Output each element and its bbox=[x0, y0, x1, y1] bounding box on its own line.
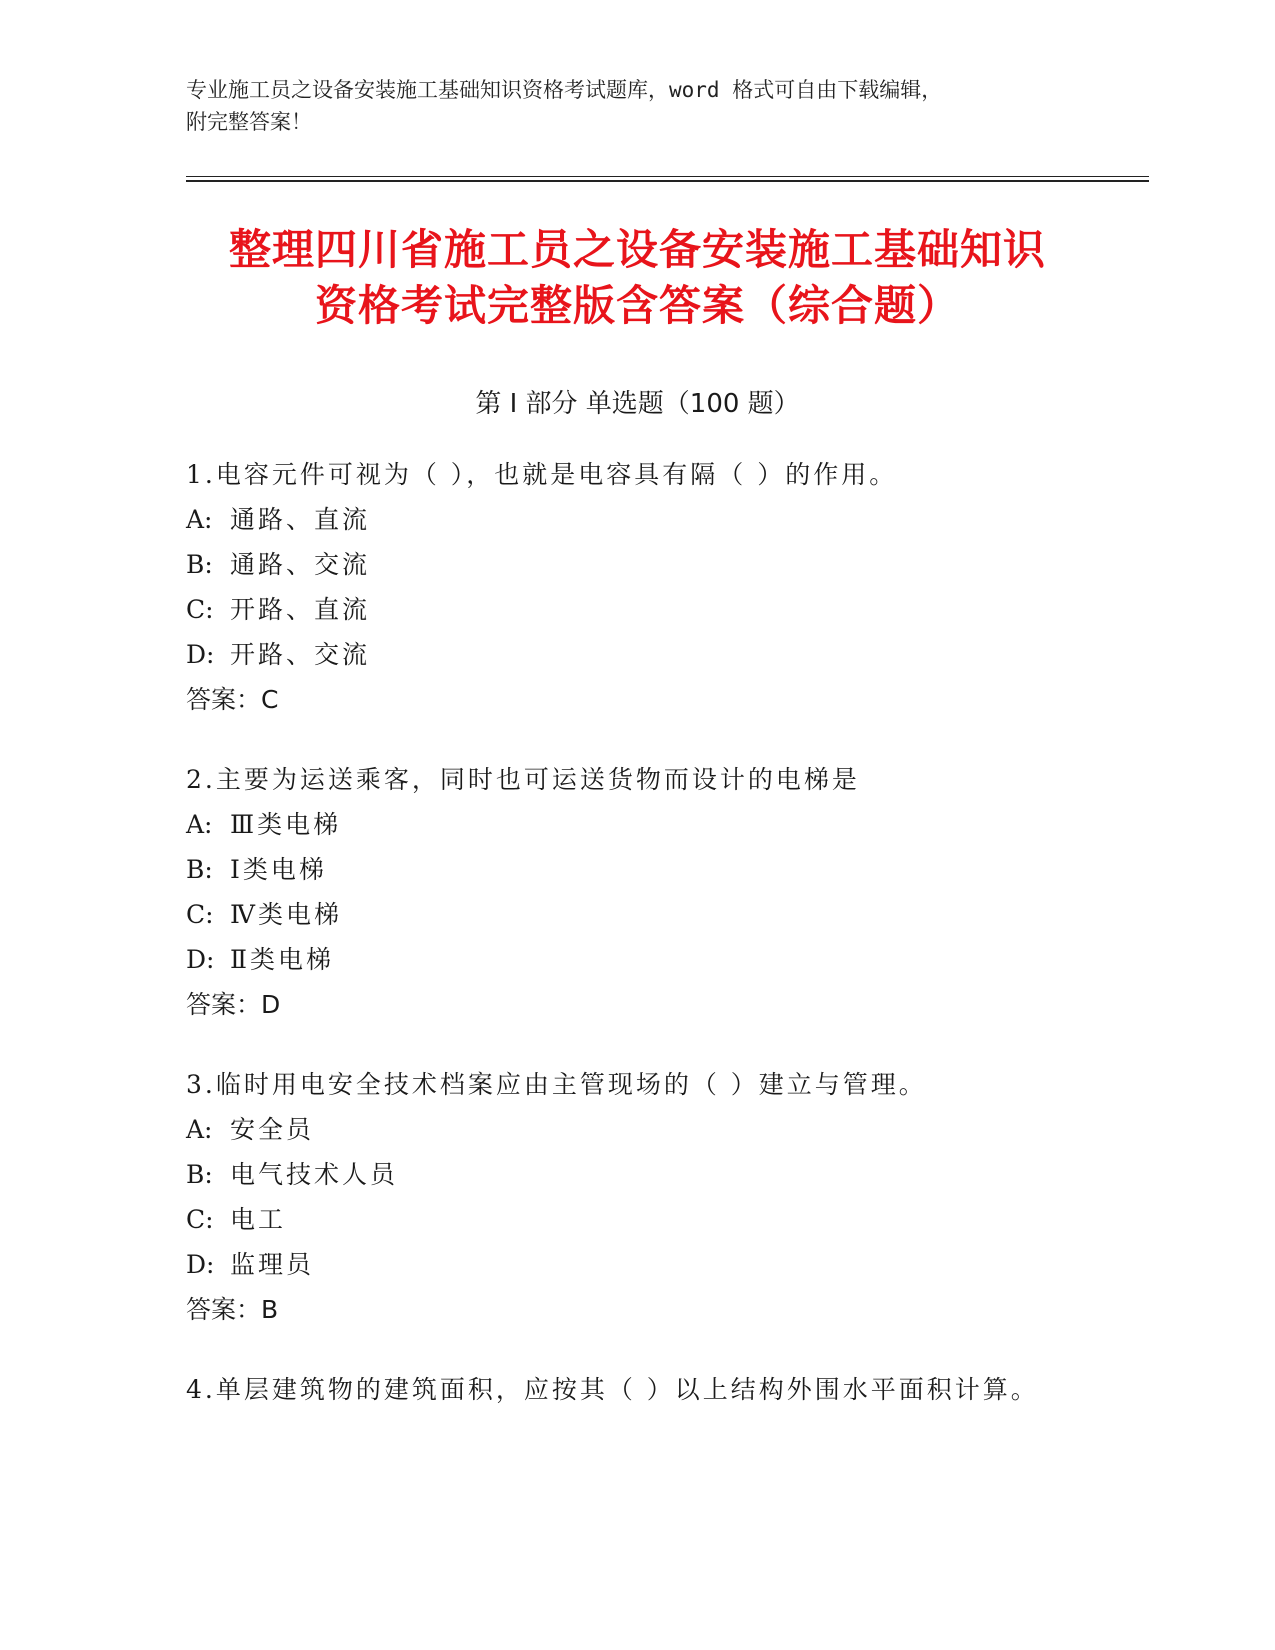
option-text: 通路、交流 bbox=[230, 550, 371, 579]
question-stem: 4.单层建筑物的建筑面积，应按其（ ）以上结构外围水平面积计算。 bbox=[186, 1375, 1039, 1404]
option-letter: D: bbox=[186, 1250, 215, 1279]
question-1 bbox=[186, 458, 1146, 717]
answer-line: 答案：B bbox=[186, 1295, 279, 1324]
option-letter: B: bbox=[186, 855, 213, 884]
option-text: 电气技术人员 bbox=[230, 1160, 399, 1189]
header-divider-thick bbox=[186, 180, 1149, 182]
question-stem: 2.主要为运送乘客，同时也可运送货物而设计的电梯是 bbox=[186, 765, 860, 794]
option-letter: A: bbox=[186, 810, 213, 839]
question-stem: 1.电容元件可视为（ ），也就是电容具有隔（ ）的作用。 bbox=[186, 460, 898, 489]
option-letter: B: bbox=[186, 1160, 213, 1189]
option-text: Ⅲ类电梯 bbox=[230, 810, 342, 839]
section-heading: 第 I 部分 单选题（100 题） bbox=[475, 389, 800, 419]
option-letter: B: bbox=[186, 550, 213, 579]
question-3 bbox=[186, 1068, 1146, 1327]
option-text: 通路、直流 bbox=[230, 505, 371, 534]
option-a bbox=[186, 808, 1146, 842]
option-d bbox=[186, 1248, 1146, 1282]
document-title bbox=[150, 222, 1125, 334]
header-note bbox=[186, 74, 1086, 138]
answer-line: 答案：D bbox=[186, 990, 281, 1019]
option-text: 安全员 bbox=[230, 1115, 315, 1144]
option-a bbox=[186, 503, 1146, 537]
option-text: Ⅰ类电梯 bbox=[230, 855, 327, 884]
option-a bbox=[186, 1113, 1146, 1147]
question-2 bbox=[186, 763, 1146, 1022]
option-letter: A: bbox=[186, 505, 213, 534]
option-b bbox=[186, 853, 1146, 887]
option-c bbox=[186, 1203, 1146, 1237]
option-c bbox=[186, 898, 1146, 932]
option-letter: D: bbox=[186, 945, 215, 974]
document-title-line-1: 整理四川省施工员之设备安装施工基础知识 bbox=[228, 225, 1046, 274]
option-text: Ⅱ类电梯 bbox=[230, 945, 334, 974]
document-title-line-2: 资格考试完整版含答案（综合题） bbox=[314, 281, 960, 330]
answer-line: 答案：C bbox=[186, 685, 279, 714]
option-text: 开路、直流 bbox=[230, 595, 371, 624]
option-letter: C: bbox=[186, 1205, 214, 1234]
option-d bbox=[186, 943, 1146, 977]
header-divider-thin bbox=[186, 176, 1149, 177]
option-letter: C: bbox=[186, 900, 214, 929]
option-letter: D: bbox=[186, 640, 215, 669]
question-stem: 3.临时用电安全技术档案应由主管现场的（ ）建立与管理。 bbox=[186, 1070, 927, 1099]
option-d bbox=[186, 638, 1146, 672]
option-c bbox=[186, 593, 1146, 627]
option-text: Ⅳ类电梯 bbox=[230, 900, 342, 929]
header-note-line-2: 附完整答案！ bbox=[186, 110, 312, 134]
option-b bbox=[186, 1158, 1146, 1192]
header-note-line-1: 专业施工员之设备安装施工基础知识资格考试题库，word 格式可自由下载编辑， bbox=[186, 78, 943, 102]
question-4 bbox=[186, 1373, 1146, 1407]
option-b bbox=[186, 548, 1146, 582]
option-letter: A: bbox=[186, 1115, 213, 1144]
option-text: 电工 bbox=[230, 1205, 287, 1234]
option-text: 开路、交流 bbox=[230, 640, 371, 669]
option-text: 监理员 bbox=[230, 1250, 315, 1279]
option-letter: C: bbox=[186, 595, 214, 624]
